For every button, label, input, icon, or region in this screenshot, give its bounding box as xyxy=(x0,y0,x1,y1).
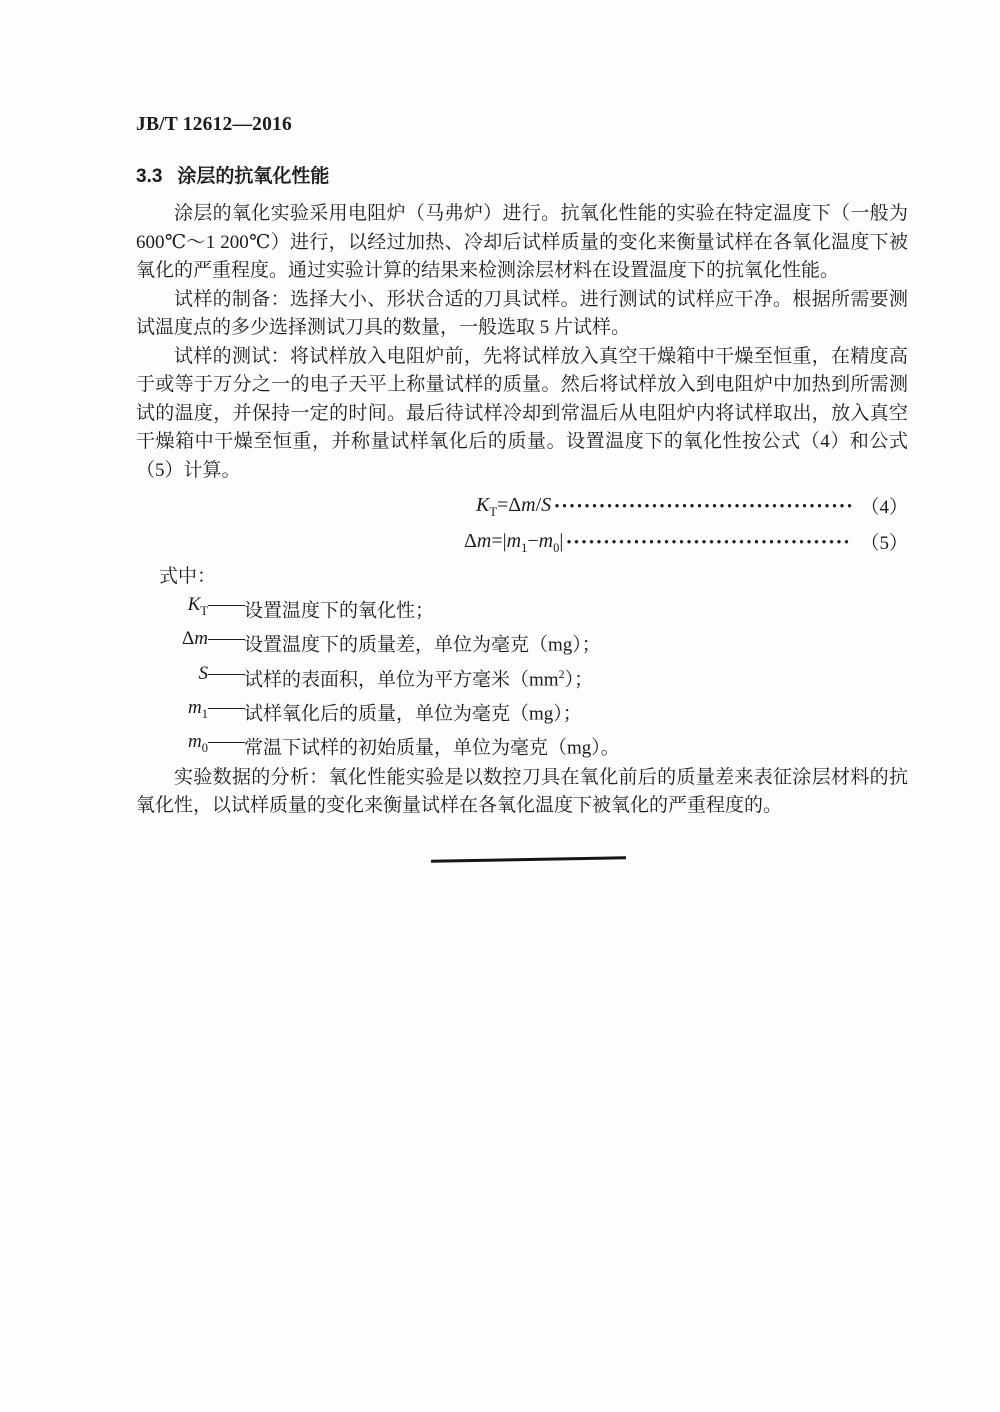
paragraph-oxidation-test-intro: 涂层的氧化实验采用电阻炉（马弗炉）进行。抗氧化性能的实验在特定温度下（一般为 600℃～1 200℃）进行，以经过加热、冷却后试样质量的变化来衡量试样在各氧化温度下被氧化的严重程度。通过实验计算的结果来检测涂层材料在设置温度下的抗氧化性能。 xyxy=(136,203,908,281)
dot-leader xyxy=(566,523,852,559)
formula-block xyxy=(136,487,908,559)
page-content xyxy=(136,113,908,821)
formula-4-number: （4） xyxy=(860,496,908,518)
symbol-definition-s: S —— 试样的表面积，单位为平方毫米$(mm^2)$； xyxy=(198,662,594,690)
symbol-definition-m1: $m_1$ —— 试样氧化后的质量，单位为毫克（mg）； xyxy=(188,696,582,725)
paragraph-data-analysis: 实验数据的分析：氧化性能实验是以数控刀具在氧化前后的质量差来表征涂层材料的抗氧化性，以试样质量的变化来衡量试样在各氧化温度下被氧化的严重程度的。 xyxy=(136,766,908,817)
formula-4 xyxy=(136,487,908,523)
symbol-definition-list xyxy=(136,591,908,763)
end-of-text-divider xyxy=(431,856,626,862)
paragraph-specimen-testing: 试样的测试：将试样放入电阻炉前，先将试样放入真空干燥箱中干燥至恒重，在精度高于或等于万分之一的电子天平上称量试样的质量。然后将试样放入到电阻炉中加热到所需测试的温度，并保持一定的时间。最后待试样冷却到常温后从电阻炉内将试样取出，放入真空干燥箱中干燥至恒重，并称量试样氧化后的质量。设置温度下的氧化性按公式（4）和公式（5）计算。 xyxy=(136,345,908,481)
section-number: 3.3 xyxy=(136,166,163,187)
formula-4-equation: $K_T=\Delta m/S$ xyxy=(476,493,552,519)
dot-leader xyxy=(554,487,852,523)
symbol-definition-kt: $K_T$ —— 设置温度下的氧化性； xyxy=(187,594,435,622)
paragraph-specimen-preparation: 试样的制备：选择大小、形状合适的刀具试样。进行测试的试样应干净。根据所需要测试温度点的多少选择测试刀具的数量，一般选取 5 片试样。 xyxy=(136,288,908,338)
formula-5-equation: $\Delta m=|m_1-m_0|$ xyxy=(464,529,564,555)
symbol-definition-delta-m: Δm —— 设置温度下的质量差，单位为毫克（mg）； xyxy=(182,628,601,656)
formula-5 xyxy=(136,523,908,559)
section-heading xyxy=(136,163,908,190)
formula-5-number: （5） xyxy=(860,532,908,554)
where-label: 式中： xyxy=(159,566,217,587)
document-number: JB/T 12612—2016 xyxy=(136,114,292,135)
symbol-definition-m0: $m_0$ —— 常温下试样的初始质量，单位为毫克（mg）。 xyxy=(188,731,620,759)
section-title: 涂层的抗氧化性能 xyxy=(177,166,330,187)
